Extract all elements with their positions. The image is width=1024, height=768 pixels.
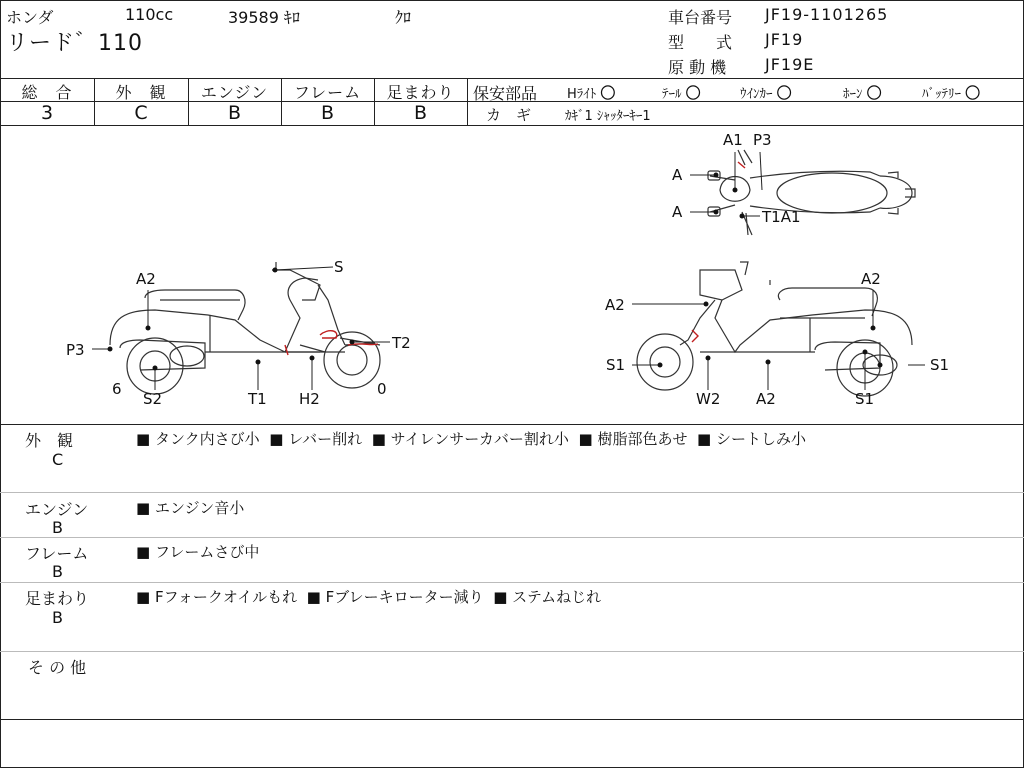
type-value: JF19 bbox=[765, 30, 804, 49]
mileage: 39589 ｷﾛ bbox=[228, 8, 300, 27]
divider bbox=[0, 651, 1024, 652]
bullet-icon: ■ bbox=[578, 430, 593, 448]
diagram-label: 0 bbox=[377, 380, 387, 398]
diagram-label: A bbox=[672, 166, 683, 184]
remark-grade: B bbox=[52, 518, 63, 537]
suspension-grade-label: 足まわり bbox=[386, 83, 455, 102]
bullet-icon: ■ bbox=[136, 543, 151, 561]
safety-item-winker: ｳｲﾝｶｰ 〇 bbox=[740, 84, 792, 102]
divider bbox=[0, 424, 1024, 425]
bullet-icon: ■ bbox=[493, 588, 508, 606]
safety-item-tail: ﾃｰﾙ 〇 bbox=[662, 84, 701, 102]
diagram-label: A2 bbox=[861, 270, 881, 288]
overall-label: 総 合 bbox=[21, 83, 73, 102]
key-value: ｶｷﾞ1 ｼｬｯﾀｰｷｰ1 bbox=[565, 109, 651, 124]
remark-category: 外 観 bbox=[25, 431, 74, 450]
type-label: 型 式 bbox=[668, 33, 733, 52]
frame-grade: B bbox=[320, 102, 335, 124]
engine-grade-label: エンジン bbox=[200, 83, 269, 102]
bullet-icon: ■ bbox=[306, 588, 321, 606]
color: ｸﾛ bbox=[395, 8, 412, 27]
diagram-label: S1 bbox=[606, 356, 626, 374]
divider bbox=[0, 125, 1024, 126]
diagram-label: S1 bbox=[930, 356, 950, 374]
engine-label: 原 動 機 bbox=[668, 58, 727, 77]
safety-label: 保安部品 bbox=[473, 84, 538, 103]
bullet-icon: ■ bbox=[371, 430, 386, 448]
diagram-label: P3 bbox=[753, 131, 772, 149]
diagram-label: W2 bbox=[696, 390, 721, 408]
overall-grade: 3 bbox=[40, 102, 54, 124]
safety-item-horn: ﾎｰﾝ 〇 bbox=[843, 84, 882, 102]
remark-grade: C bbox=[52, 450, 64, 469]
safety-item-battery: ﾊﾞｯﾃﾘｰ 〇 bbox=[922, 84, 981, 102]
remark-category: そ の 他 bbox=[28, 658, 87, 677]
divider bbox=[0, 78, 1024, 79]
remark-grade: B bbox=[52, 608, 63, 627]
exterior-grade: C bbox=[134, 102, 148, 124]
bullet-icon: ■ bbox=[136, 430, 151, 448]
model-name: リード゛110 bbox=[6, 31, 143, 56]
diagram-label: S1 bbox=[855, 390, 875, 408]
remark-grade: B bbox=[52, 562, 63, 581]
diagram-label: P3 bbox=[66, 341, 85, 359]
diagram-label: A bbox=[672, 203, 683, 221]
remark-category: フレーム bbox=[25, 544, 89, 563]
diagram-label: S2 bbox=[143, 390, 163, 408]
diagram-label: H2 bbox=[299, 390, 320, 408]
bullet-icon: ■ bbox=[697, 430, 712, 448]
diagram-label: A2 bbox=[136, 270, 156, 288]
remark-category: 足まわり bbox=[25, 589, 90, 608]
divider bbox=[0, 582, 1024, 583]
divider bbox=[0, 719, 1024, 720]
bullet-icon: ■ bbox=[269, 430, 284, 448]
diagram-label: T1A1 bbox=[762, 208, 801, 226]
diagram-label: T1 bbox=[248, 390, 267, 408]
bullet-icon: ■ bbox=[136, 588, 151, 606]
engine-value: JF19E bbox=[765, 55, 815, 74]
check-circle-icon: 〇 bbox=[965, 84, 981, 102]
remark-items: ■ フレームさび中 bbox=[136, 543, 260, 561]
check-circle-icon: 〇 bbox=[776, 84, 792, 102]
key-label: カ ギ bbox=[486, 106, 532, 124]
diagram-label: 6 bbox=[112, 380, 122, 398]
diagram-label: A2 bbox=[605, 296, 625, 314]
suspension-grade: B bbox=[413, 102, 428, 124]
diagram-label: T2 bbox=[392, 334, 411, 352]
bullet-icon: ■ bbox=[136, 499, 151, 517]
exterior-label: 外 観 bbox=[115, 83, 167, 102]
diagram-label: A2 bbox=[756, 390, 776, 408]
remark-items: ■ エンジン音小 bbox=[136, 499, 245, 517]
diagram-label: S bbox=[334, 258, 344, 276]
frame-grade-label: フレーム bbox=[293, 83, 362, 102]
remark-items: ■ Fフォークオイルもれ ■ Fブレーキローター減り ■ ステムねじれ bbox=[136, 588, 602, 606]
engine-grade: B bbox=[227, 102, 242, 124]
maker: ホンダ bbox=[6, 8, 54, 27]
divider bbox=[0, 492, 1024, 493]
frame-no-label: 車台番号 bbox=[668, 8, 733, 27]
diagram-label: A1 bbox=[723, 131, 743, 149]
frame-no: JF19-1101265 bbox=[765, 5, 889, 24]
remark-items: ■ タンク内さび小 ■ レバー削れ ■ サイレンサーカバー割れ小 ■ 樹脂部色あせ ■ シートしみ小 bbox=[136, 430, 806, 448]
displacement: 110cc bbox=[125, 5, 174, 24]
check-circle-icon: 〇 bbox=[600, 84, 616, 102]
check-circle-icon: 〇 bbox=[685, 84, 701, 102]
remark-category: エンジン bbox=[25, 500, 89, 519]
divider bbox=[0, 537, 1024, 538]
safety-item-headlight: Hﾗｲﾄ 〇 bbox=[567, 84, 616, 102]
check-circle-icon: 〇 bbox=[866, 84, 882, 102]
